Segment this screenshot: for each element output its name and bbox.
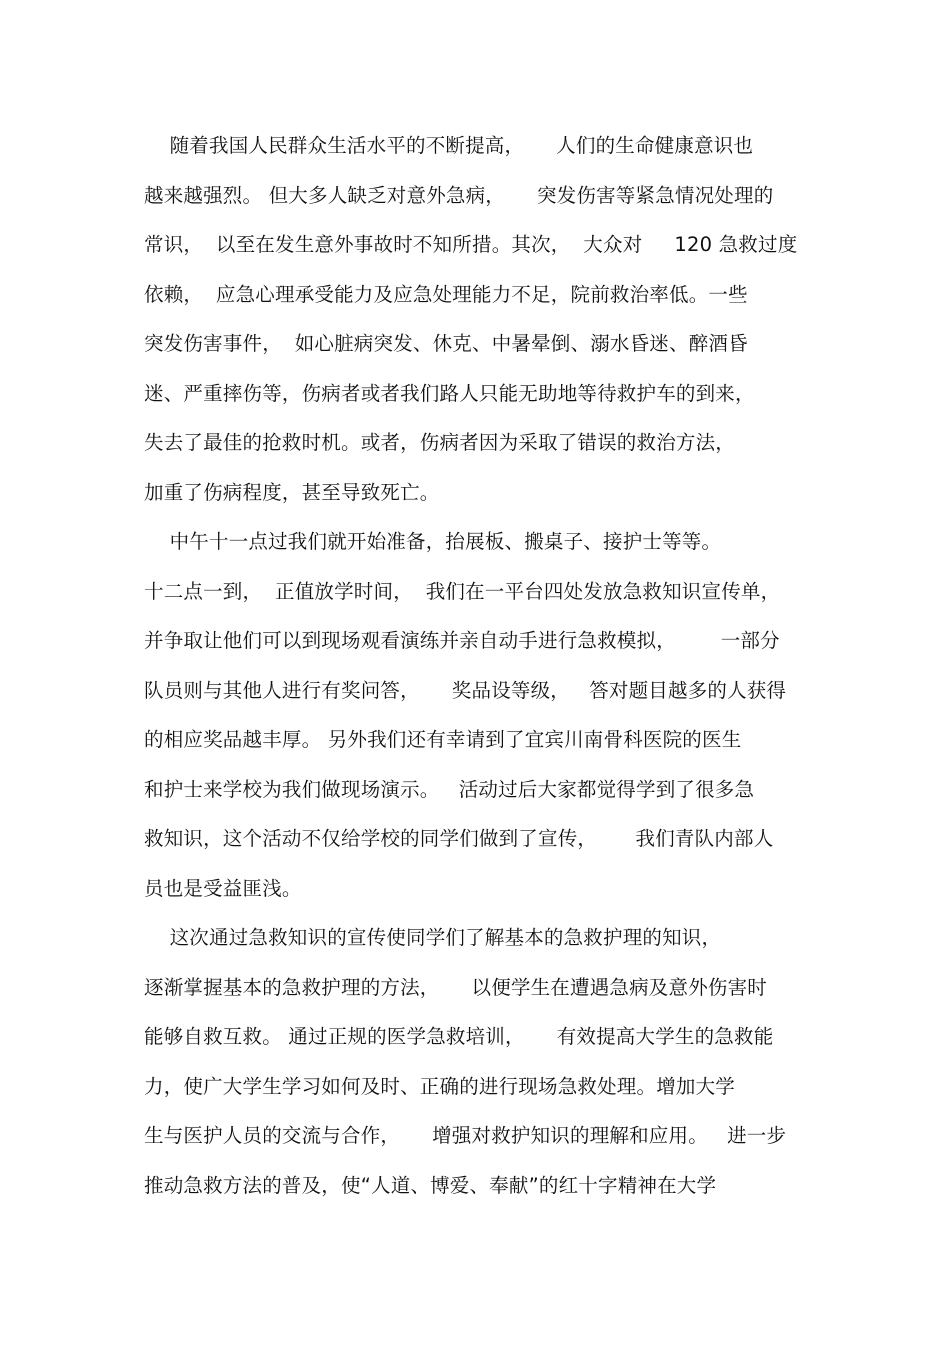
text-line: 生与医护人员的交流与合作， 增强对救护知识的理解和应用。 进一步 — [144, 1124, 787, 1147]
text-line: 并争取让他们可以到现场观看演练并亲自动手进行急救模拟， 一部分 — [144, 629, 780, 652]
text-line: 越来越强烈。 但大多人缺乏对意外急病， 突发伤害等紧急情况处理的 — [144, 183, 774, 207]
text-line: 队员则与其他人进行有奖问答， 奖品设等级， 答对题目越多的人获得 — [144, 678, 787, 702]
text-line: 失去了最佳的抢救时机。或者，伤病者因为采取了错误的救治方法， — [144, 431, 736, 454]
text-line: 加重了伤病程度，甚至导致死亡。 — [144, 480, 440, 504]
text-line: 中午十一点过我们就开始准备，抬展板、搬桌子、接护士等等。 — [144, 530, 722, 553]
text-line: 逐渐掌握基本的急救护理的方法， 以便学生在遭遇急病及意外伤害时 — [144, 975, 767, 999]
text-line: 十二点一到， 正值放学时间， 我们在一平台四处发放急救知识宣传单， — [144, 579, 781, 603]
text-line: 和护士来学校为我们做现场演示。 活动过后大家都觉得学到了很多急 — [144, 777, 755, 801]
text-line: 的相应奖品越丰厚。 另外我们还有幸请到了宜宾川南骨科医院的医生 — [144, 728, 742, 751]
document-body — [144, 121, 814, 1210]
text-line: 依赖， 应急心理承受能力及应急处理能力不足，院前救治率低。一些 — [144, 282, 748, 306]
text-line: 迷、严重摔伤等，伤病者或者我们路人只能无助地等待救护车的到来， — [144, 381, 755, 405]
text-line: 这次通过急救知识的宣传使同学们了解基本的急救护理的知识， — [144, 926, 722, 949]
text-line: 常识， 以至在发生意外事故时不知所措。其次， 大众对 120 急救过度 — [144, 233, 798, 256]
text-line: 推动急救方法的普及，使“人道、博爱、奉献”的红十字精神在大学 — [144, 1173, 717, 1197]
text-line: 随着我国人民群众生活水平的不断提高， 人们的生命健康意识也 — [144, 134, 754, 157]
text-line: 员也是受益匪浅。 — [144, 876, 302, 900]
text-line: 救知识，这个活动不仅给学校的同学们做到了宣传， 我们青队内部人 — [144, 827, 774, 850]
text-line: 能够自救互救。 通过正规的医学急救培训， 有效提高大学生的急救能 — [144, 1025, 774, 1048]
text-line: 力，使广大学生学习如何及时、正确的进行现场急救处理。增加大学 — [144, 1074, 736, 1098]
text-line: 突发伤害事件， 如心脏病突发、休克、中暑晕倒、溺水昏迷、醉酒昏 — [144, 332, 748, 355]
